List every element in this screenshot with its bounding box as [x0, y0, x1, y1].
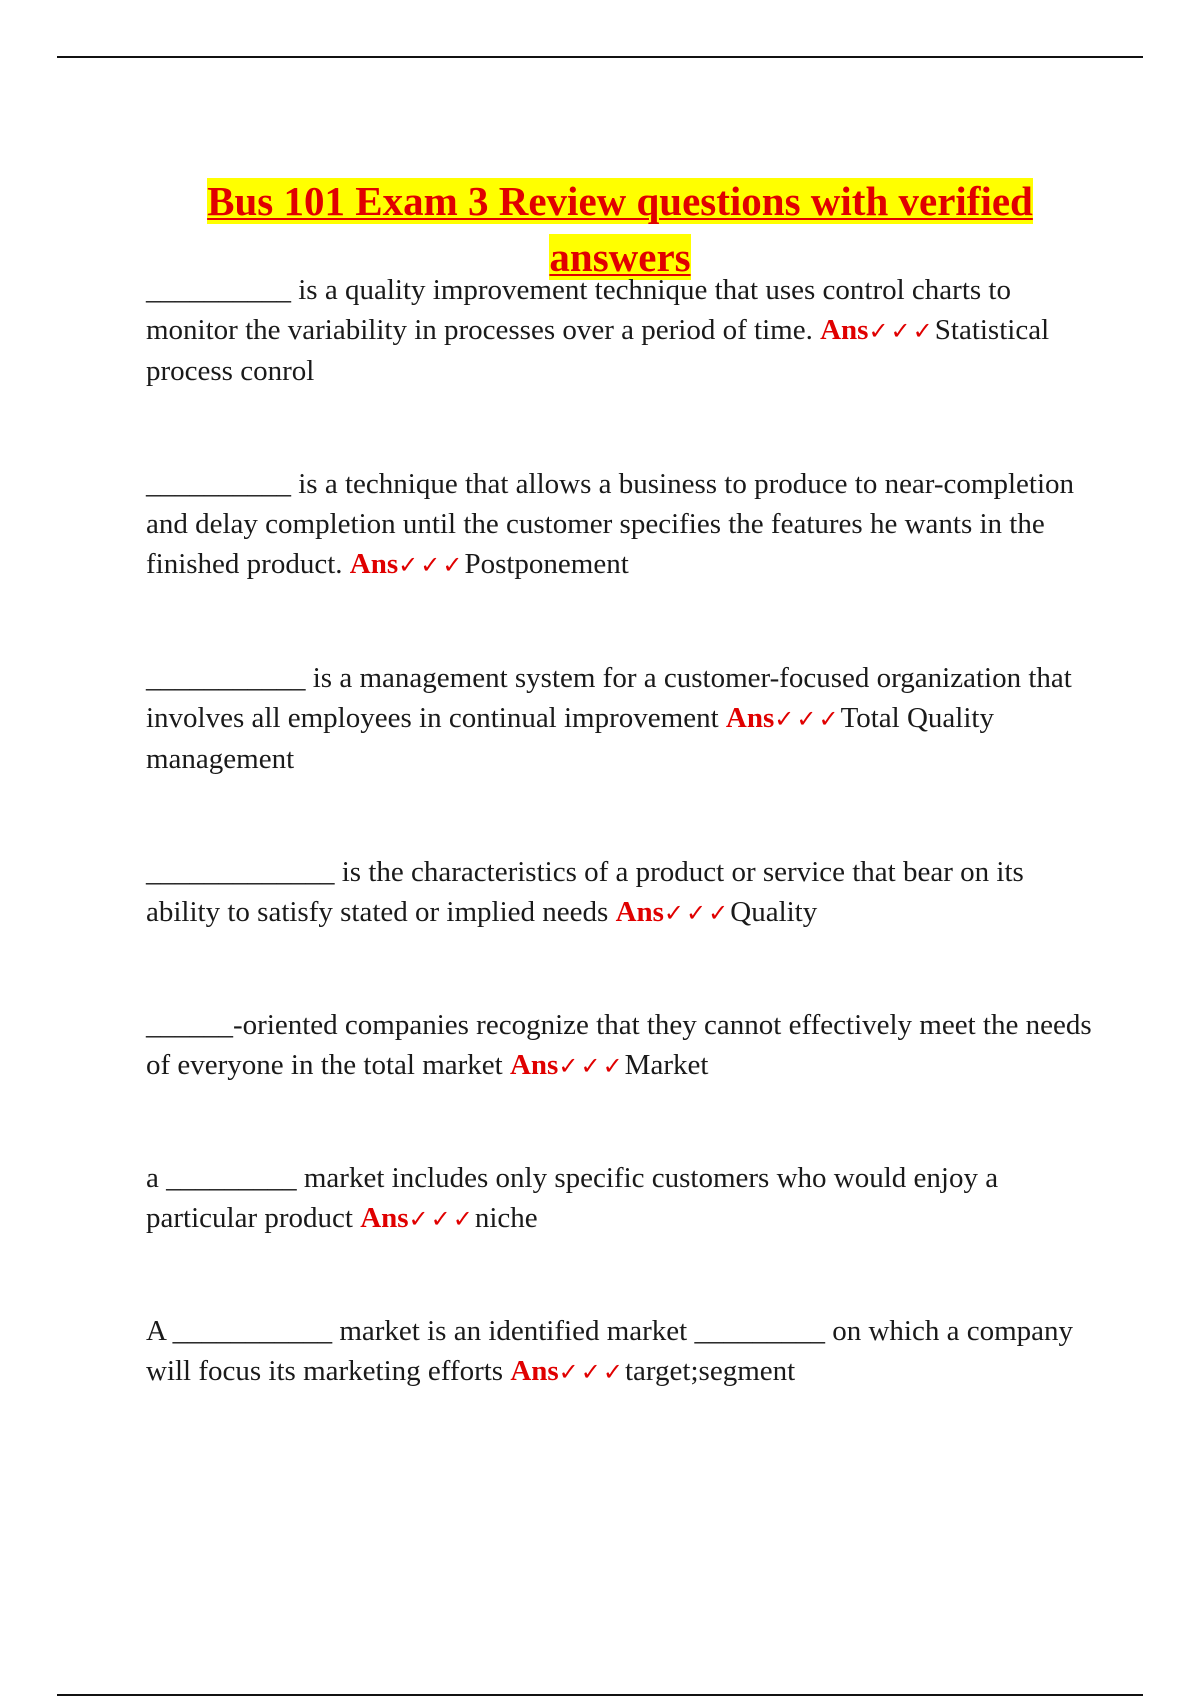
checkmarks-icon: ✓✓✓: [774, 705, 841, 733]
checkmarks-icon: ✓✓✓: [558, 1052, 625, 1080]
question-text: _____________ is the characteristics of a product or service that bear on its ability to satisfy stated or implied needs: [146, 856, 1024, 928]
top-rule: [57, 56, 1143, 58]
question-text: ______-oriented companies recognize that they cannot effectively meet the needs of everyone in the total market: [146, 1009, 1092, 1081]
question-text: __________ is a technique that allows a business to produce to near-completion and delay completion until the customer specifies the features he wants in the finished product.: [146, 468, 1075, 580]
answer-label: Ans: [615, 896, 664, 928]
document-title-text: Bus 101 Exam 3 Review questions with verified answers: [207, 178, 1033, 281]
qa-item-5: [146, 1005, 1096, 1086]
question-text: __________ is a quality improvement technique that uses control charts to monitor the variability in processes over a period of time.: [146, 274, 1011, 346]
checkmarks-icon: ✓✓✓: [558, 1358, 625, 1386]
answer-label: Ans: [360, 1202, 409, 1234]
answer-text: target;segment: [625, 1355, 796, 1387]
answer-text: Total Quality management: [146, 702, 994, 775]
checkmarks-icon: ✓✓✓: [868, 317, 935, 345]
answer-text: niche: [474, 1202, 538, 1234]
answer-text: Statistical process conrol: [146, 314, 1050, 387]
qa-item-6: [146, 1158, 1096, 1239]
qa-item-3: [146, 658, 1096, 779]
answer-label: Ans: [510, 1355, 559, 1387]
checkmarks-icon: ✓✓✓: [398, 551, 465, 579]
answer-text: Postponement: [464, 548, 629, 580]
answer-label: Ans: [509, 1049, 559, 1081]
qa-item-2: [146, 464, 1096, 585]
answer-label: Ans: [820, 314, 869, 346]
qa-item-7: [146, 1311, 1096, 1392]
qa-item-1: [146, 270, 1096, 391]
question-text: A ___________ market is an identified market _________ on which a company will focus its marketing efforts: [146, 1315, 1074, 1387]
bottom-rule: [57, 1694, 1143, 1696]
answer-label: Ans: [349, 548, 399, 580]
answer-label: Ans: [725, 702, 775, 734]
question-text: a _________ market includes only specific customers who would enjoy a particular product: [146, 1162, 999, 1234]
checkmarks-icon: ✓✓✓: [663, 899, 731, 927]
checkmarks-icon: ✓✓✓: [408, 1205, 475, 1233]
qa-item-4: [146, 852, 1096, 933]
document-title: [140, 173, 1100, 285]
answer-text: Quality: [730, 896, 818, 928]
question-text: ___________ is a management system for a customer-focused organization that involves all employees in continual improvement: [146, 662, 1072, 734]
answer-text: Market: [624, 1049, 709, 1081]
